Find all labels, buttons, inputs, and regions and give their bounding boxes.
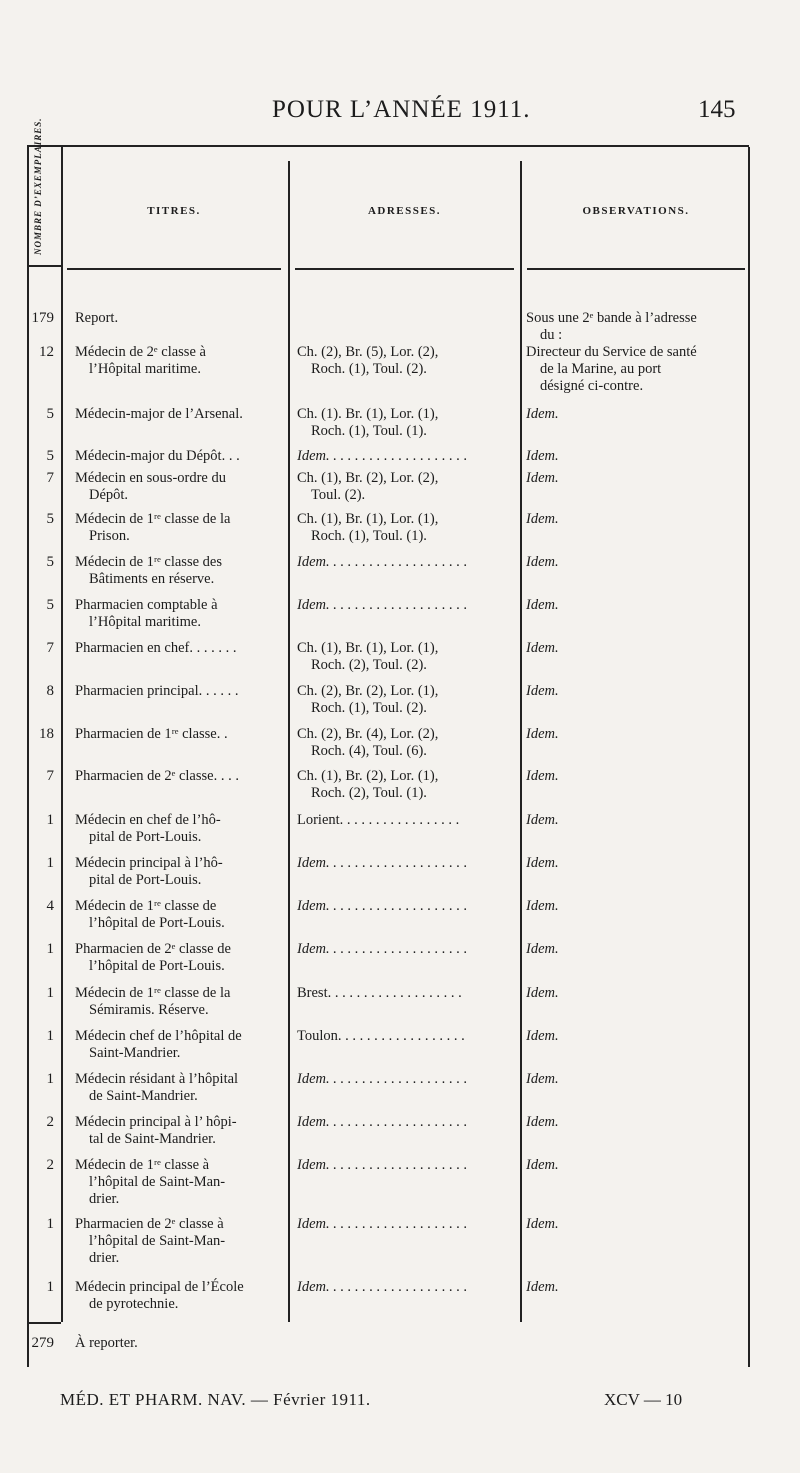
row-title xyxy=(75,1157,287,1208)
col-divider-1 xyxy=(61,147,63,1322)
row-observation xyxy=(526,1028,742,1045)
col-divider-3 xyxy=(520,161,522,1322)
row-title-line: Report. xyxy=(75,310,119,326)
row-address-line: Idem. . . . . . . . . . . . . . . . . . . . xyxy=(297,1279,468,1295)
row-address-line: Idem. . . . . . . . . . . . . . . . . . . . xyxy=(297,941,468,957)
row-count: 5 xyxy=(46,597,54,613)
row-address-line: Ch. (1), Br. (1), Lor. (1), xyxy=(297,511,439,527)
row-title-line: pital de Port-Louis. xyxy=(89,829,202,845)
row-observation-line: Sous une 2ᵉ bande à l’adresse xyxy=(526,310,697,326)
row-observation xyxy=(526,511,742,528)
row-address xyxy=(297,597,519,614)
row-title xyxy=(75,1071,287,1105)
row-address-line: Roch. (2), Toul. (2). xyxy=(311,657,427,673)
row-observation xyxy=(526,448,742,465)
page-number: 145 xyxy=(698,96,736,123)
row-observation-line: Idem. xyxy=(526,898,559,914)
row-observation-line: Idem. xyxy=(526,406,559,422)
row-title-line: Médecin résidant à l’hôpital xyxy=(75,1071,239,1087)
row-title xyxy=(75,812,287,846)
row-observation xyxy=(526,640,742,657)
row-title-line: de pyrotechnie. xyxy=(89,1296,179,1312)
row-count: 1 xyxy=(46,1216,54,1232)
row-observation-line: désigné ci-contre. xyxy=(540,378,644,394)
running-head xyxy=(0,96,800,136)
row-observation xyxy=(526,1071,742,1088)
column-header-titres: TITRES. xyxy=(147,205,201,217)
row-observation-line: Idem. xyxy=(526,1279,559,1295)
row-address-line: Ch. (2), Br. (2), Lor. (1), xyxy=(297,683,439,699)
row-address xyxy=(297,812,519,829)
row-title-line: l’hôpital de Port-Louis. xyxy=(89,915,225,931)
row-observation-line: Idem. xyxy=(526,448,559,464)
row-address-line: Brest. . . . . . . . . . . . . . . . . . . xyxy=(297,985,462,1001)
row-address-line: Roch. (1), Toul. (1). xyxy=(311,528,427,544)
footer-journal: MÉD. ET PHARM. NAV. — Février 1911. xyxy=(60,1390,371,1409)
row-address xyxy=(297,985,519,1002)
row-address-line: Ch. (1), Br. (2), Lor. (2), xyxy=(297,470,439,486)
row-observation-line: Idem. xyxy=(526,597,559,613)
row-observation-line: de la Marine, au port xyxy=(540,361,662,377)
row-title-line: Pharmacien comptable à xyxy=(75,597,218,613)
row-title-line: Pharmacien de 2ᵉ classe. . . . xyxy=(75,768,239,784)
header-rule-3 xyxy=(295,268,514,270)
row-count: 1 xyxy=(46,1028,54,1044)
row-observation-line: Idem. xyxy=(526,511,559,527)
row-address-line: Roch. (1), Toul. (2). xyxy=(311,361,427,377)
row-title xyxy=(75,640,287,657)
row-observation xyxy=(526,985,742,1002)
row-title-line: Pharmacien principal. . . . . . xyxy=(75,683,239,699)
row-title-line: Médecin-major du Dépôt. . . xyxy=(75,448,240,464)
row-address-line: Idem. . . . . . . . . . . . . . . . . . . . xyxy=(297,448,468,464)
row-title-line: Médecin de 1ʳᵉ classe de xyxy=(75,898,217,914)
row-title xyxy=(75,1279,287,1313)
row-title xyxy=(75,1028,287,1062)
row-title-line: Sémiramis. Réserve. xyxy=(89,1002,209,1018)
row-address-line: Idem. . . . . . . . . . . . . . . . . . . . xyxy=(297,1157,468,1173)
table-right-border xyxy=(748,147,750,1367)
row-observation-line: Idem. xyxy=(526,1071,559,1087)
row-title-line: Pharmacien de 2ᵉ classe de xyxy=(75,941,231,957)
row-observation-line: Idem. xyxy=(526,768,559,784)
row-observation xyxy=(526,683,742,700)
row-count: 7 xyxy=(46,768,54,784)
row-address xyxy=(297,726,519,760)
row-count: 8 xyxy=(46,683,54,699)
row-count: 1 xyxy=(46,1071,54,1087)
row-observation-line: Idem. xyxy=(526,683,559,699)
row-title-line: drier. xyxy=(89,1191,120,1207)
row-address-line: Idem. . . . . . . . . . . . . . . . . . . . xyxy=(297,1071,468,1087)
row-count: 5 xyxy=(46,448,54,464)
column-header-adresses: ADRESSES. xyxy=(367,205,442,217)
row-title xyxy=(75,1114,287,1148)
row-observation-line: Idem. xyxy=(526,1028,559,1044)
row-count: 1 xyxy=(46,941,54,957)
row-address-line: Idem. . . . . . . . . . . . . . . . . . . . xyxy=(297,1216,468,1232)
row-address-line: Idem. . . . . . . . . . . . . . . . . . . . xyxy=(297,898,468,914)
row-count: 18 xyxy=(39,726,54,742)
row-address xyxy=(297,511,519,545)
row-observation-line: Idem. xyxy=(526,1157,559,1173)
row-title-line: l’hôpital de Saint-Man- xyxy=(89,1233,226,1249)
row-address xyxy=(297,941,519,958)
row-address-line: Idem. . . . . . . . . . . . . . . . . . . . xyxy=(297,855,468,871)
row-title xyxy=(75,406,287,423)
row-title-line: Médecin-major de l’Arsenal. xyxy=(75,406,243,422)
row-observation-line: Idem. xyxy=(526,1216,559,1232)
row-title xyxy=(75,941,287,975)
row-observation xyxy=(526,1279,742,1296)
row-address xyxy=(297,683,519,717)
row-title-line: Pharmacien de 1ʳᵉ classe. . xyxy=(75,726,228,742)
row-title-line: Médecin en sous-ordre du xyxy=(75,470,226,486)
row-title-line: Saint-Mandrier. xyxy=(89,1045,181,1061)
row-address-line: Toul. (2). xyxy=(311,487,366,503)
row-title-line: l’hôpital de Saint-Man- xyxy=(89,1174,226,1190)
row-title-line: tal de Saint-Mandrier. xyxy=(89,1131,216,1147)
row-title xyxy=(75,597,287,631)
total-rule xyxy=(27,1322,61,1324)
row-title xyxy=(75,985,287,1019)
row-title-line: Médecin principal à l’hô- xyxy=(75,855,223,871)
row-observation xyxy=(526,597,742,614)
row-count: 5 xyxy=(46,554,54,570)
row-observation-line: Idem. xyxy=(526,941,559,957)
row-count: 179 xyxy=(31,310,54,326)
row-title-line: Médecin de 1ʳᵉ classe à xyxy=(75,1157,210,1173)
row-address xyxy=(297,768,519,802)
row-title xyxy=(75,344,287,378)
row-address xyxy=(297,1279,519,1296)
row-observation xyxy=(526,768,742,785)
row-title xyxy=(75,554,287,588)
row-address xyxy=(297,898,519,915)
row-address-line: Idem. . . . . . . . . . . . . . . . . . . . xyxy=(297,597,468,613)
row-title-line: À reporter. xyxy=(75,1335,138,1351)
row-title xyxy=(75,1216,287,1267)
row-address-line: Idem. . . . . . . . . . . . . . . . . . . . xyxy=(297,1114,468,1130)
row-count: 4 xyxy=(46,898,54,914)
row-observation-line: Idem. xyxy=(526,640,559,656)
row-title-line: l’Hôpital maritime. xyxy=(89,361,201,377)
row-count: 1 xyxy=(46,1279,54,1295)
row-observation xyxy=(526,470,742,487)
row-observation xyxy=(526,855,742,872)
row-address xyxy=(297,1028,519,1045)
row-title-line: Médecin principal à l’ hôpi- xyxy=(75,1114,237,1130)
row-address-line: Ch. (2), Br. (4), Lor. (2), xyxy=(297,726,439,742)
row-count: 5 xyxy=(46,406,54,422)
row-observation xyxy=(526,1114,742,1131)
row-title xyxy=(75,768,287,785)
row-title-line: Médecin principal de l’École xyxy=(75,1279,244,1295)
row-address xyxy=(297,470,519,504)
row-title-line: Dépôt. xyxy=(89,487,129,503)
row-count: 12 xyxy=(39,344,54,360)
row-observation xyxy=(526,812,742,829)
row-count: 7 xyxy=(46,470,54,486)
row-observation xyxy=(526,941,742,958)
row-address-line: Toulon. . . . . . . . . . . . . . . . . . xyxy=(297,1028,465,1044)
row-observation xyxy=(526,1157,742,1174)
row-title-line: l’hôpital de Port-Louis. xyxy=(89,958,225,974)
row-address xyxy=(297,640,519,674)
row-title-line: pital de Port-Louis. xyxy=(89,872,202,888)
row-observation xyxy=(526,898,742,915)
row-title xyxy=(75,898,287,932)
column-header-nombre: NOMBRE D’EXEMPLAIRES. xyxy=(33,117,43,255)
row-title xyxy=(75,448,287,465)
row-count: 1 xyxy=(46,855,54,871)
row-observation-line: du : xyxy=(540,327,563,343)
row-address xyxy=(297,1071,519,1088)
header-rule-2 xyxy=(67,268,281,270)
row-title xyxy=(75,726,287,743)
row-address-line: Roch. (1), Toul. (2). xyxy=(311,700,427,716)
row-address xyxy=(297,448,519,465)
row-title-line: Médecin de 1ʳᵉ classe de la xyxy=(75,511,231,527)
row-address-line: Roch. (2), Toul. (1). xyxy=(311,785,427,801)
row-address-line: Idem. . . . . . . . . . . . . . . . . . . . xyxy=(297,554,468,570)
row-observation-line: Idem. xyxy=(526,855,559,871)
row-address xyxy=(297,855,519,872)
row-title xyxy=(75,683,287,700)
row-address-line: Ch. (1), Br. (1), Lor. (1), xyxy=(297,640,439,656)
row-title xyxy=(75,511,287,545)
row-count: 2 xyxy=(46,1114,54,1130)
page-title: POUR L’ANNÉE 1911. xyxy=(272,96,531,123)
row-address xyxy=(297,554,519,571)
row-address xyxy=(297,1157,519,1174)
row-observation xyxy=(526,406,742,423)
row-count: 2 xyxy=(46,1157,54,1173)
row-address-line: Lorient. . . . . . . . . . . . . . . . . xyxy=(297,812,460,828)
row-title-line: Pharmacien en chef. . . . . . . xyxy=(75,640,237,656)
row-address xyxy=(297,406,519,440)
row-title-line: Médecin de 1ʳᵉ classe des xyxy=(75,554,222,570)
row-title xyxy=(75,470,287,504)
row-title-line: Médecin de 2ᵉ classe à xyxy=(75,344,206,360)
row-observation xyxy=(526,726,742,743)
row-title-line: Pharmacien de 2ᵉ classe à xyxy=(75,1216,224,1232)
row-title-line: Médecin chef de l’hôpital de xyxy=(75,1028,242,1044)
column-header-observations: OBSERVATIONS. xyxy=(582,205,690,217)
table-left-border xyxy=(27,147,29,1367)
row-address xyxy=(297,344,519,378)
row-count: 1 xyxy=(46,985,54,1001)
row-count: 7 xyxy=(46,640,54,656)
row-observation-line: Idem. xyxy=(526,470,559,486)
row-count: 5 xyxy=(46,511,54,527)
row-observation xyxy=(526,554,742,571)
row-count: 1 xyxy=(46,812,54,828)
row-title-line: drier. xyxy=(89,1250,120,1266)
row-address-line: Roch. (1), Toul. (1). xyxy=(311,423,427,439)
header-rule-1 xyxy=(27,265,61,267)
row-observation-line: Idem. xyxy=(526,812,559,828)
row-observation-line: Directeur du Service de santé xyxy=(526,344,697,360)
row-address-line: Ch. (2), Br. (5), Lor. (2), xyxy=(297,344,439,360)
row-title-line: Médecin de 1ʳᵉ classe de la xyxy=(75,985,231,1001)
row-observation-line: Idem. xyxy=(526,726,559,742)
row-title-line: l’Hôpital maritime. xyxy=(89,614,201,630)
row-address-line: Roch. (4), Toul. (6). xyxy=(311,743,427,759)
row-title-line: Médecin en chef de l’hô- xyxy=(75,812,221,828)
row-title xyxy=(75,310,287,327)
row-observation-line: Idem. xyxy=(526,554,559,570)
row-observation-line: Idem. xyxy=(526,985,559,1001)
row-observation xyxy=(526,344,742,395)
row-title xyxy=(75,855,287,889)
row-observation xyxy=(526,1216,742,1233)
footer-signature: XCV — 10 xyxy=(604,1390,683,1409)
row-title xyxy=(75,1335,287,1352)
row-observation-line: Idem. xyxy=(526,1114,559,1130)
page-footer xyxy=(0,1390,800,1420)
row-title-line: Prison. xyxy=(89,528,130,544)
row-address-line: Ch. (1), Br. (2), Lor. (1), xyxy=(297,768,439,784)
row-title-line: de Saint-Mandrier. xyxy=(89,1088,198,1104)
row-count: 279 xyxy=(31,1335,54,1351)
header-rule-4 xyxy=(527,268,745,270)
row-observation xyxy=(526,310,742,344)
row-address xyxy=(297,1114,519,1131)
col-divider-2 xyxy=(288,161,290,1322)
row-title-line: Bâtiments en réserve. xyxy=(89,571,215,587)
row-address xyxy=(297,1216,519,1233)
row-address-line: Ch. (1). Br. (1), Lor. (1), xyxy=(297,406,439,422)
